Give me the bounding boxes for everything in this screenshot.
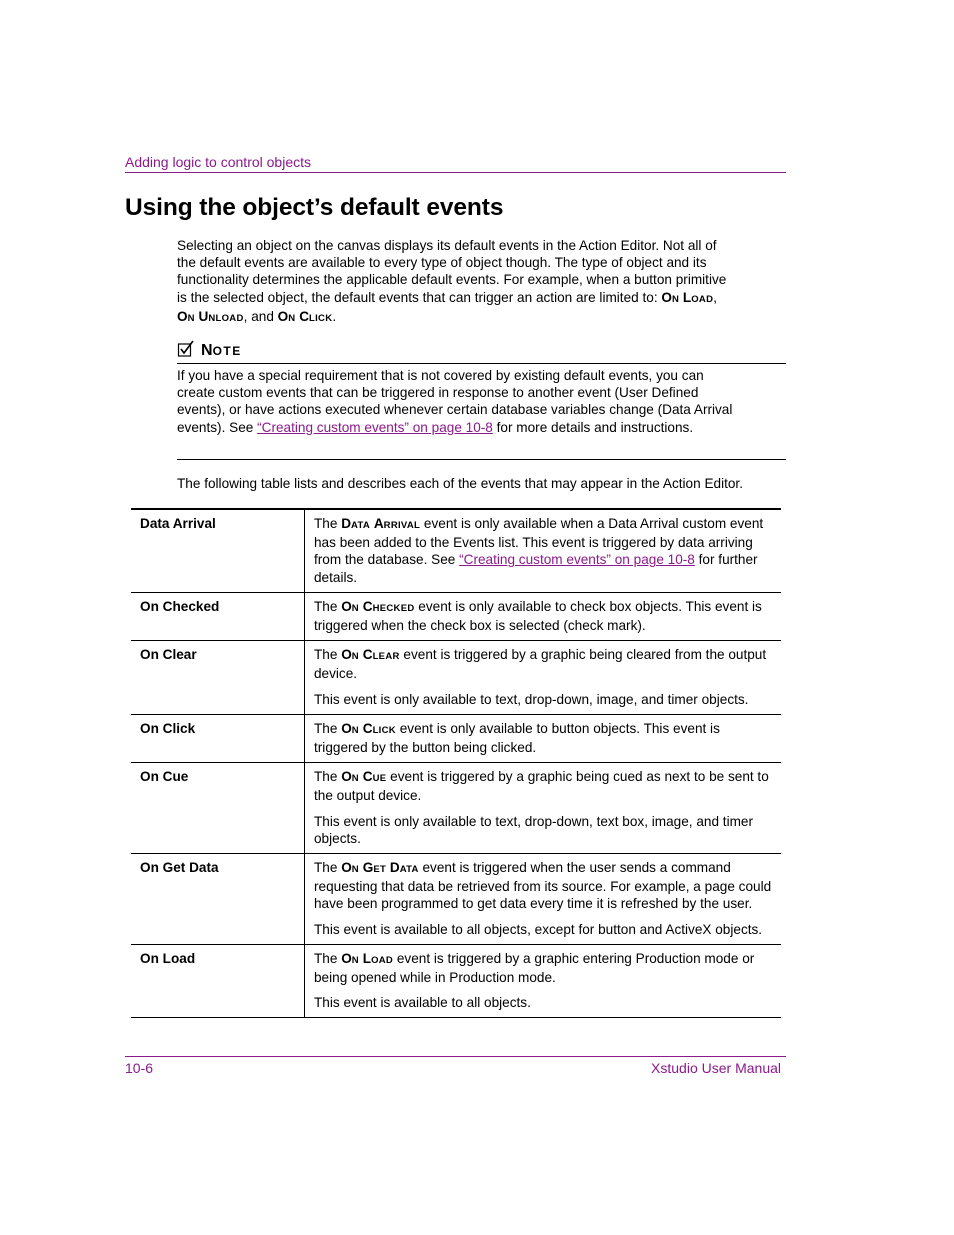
event-name-cell: On Click xyxy=(131,714,305,762)
event-keyword: ON LOAD xyxy=(341,950,394,966)
event-name-cell: On Clear xyxy=(131,641,305,715)
event-name-cell: On Get Data xyxy=(131,854,305,945)
event-description: The ON GET DATA event is triggered when the user sends a command requesting that data be retrieved from its source. For example, a page could have been programmed to get data every time it is refreshed by the user. xyxy=(314,860,772,912)
event-availability: This event is available to all objects. xyxy=(314,995,531,1011)
event-description-cell xyxy=(305,944,782,1018)
table-intro: The following table lists and describes each of the events that may appear in the Action Editor. xyxy=(177,476,743,491)
event-keyword: DATA ARRIVAL xyxy=(341,516,421,531)
table-row xyxy=(131,592,781,640)
page-title: Using the object’s default events xyxy=(125,194,504,221)
note-label: NOTE xyxy=(201,342,242,359)
table-row xyxy=(131,714,781,762)
checkbox-check-icon xyxy=(177,340,195,363)
event-name-on-click: ON CLICK xyxy=(277,308,333,324)
event-keyword: ON CUE xyxy=(341,769,387,785)
creating-custom-events-link[interactable]: “Creating custom events” on page 10-8 xyxy=(459,552,695,568)
event-name-on-unload: ON UNLOAD xyxy=(177,308,244,324)
event-availability: This event is available to all objects, except for button and ActiveX objects. xyxy=(314,921,763,937)
page-number: 10-6 xyxy=(125,1060,154,1076)
event-description: The ON CLICK event is only available to button objects. This event is triggered by the button being clicked. xyxy=(314,720,720,756)
header-rule xyxy=(125,172,786,173)
event-description-cell xyxy=(305,763,782,854)
event-name-cell: On Load xyxy=(131,944,305,1018)
event-description-cell xyxy=(305,592,782,640)
intro-paragraph: Selecting an object on the canvas displays its default events in the Action Editor. Not all of the default events are available to every type of object though. The type of object and its functionality determines the applicable default events. For example, when a button primitive is the selected object, the default events that can trigger an action are limited to: ON LOAD, ON UNLOAD, and ON CLICK. xyxy=(177,238,727,324)
table-row xyxy=(131,641,781,715)
event-keyword: ON GET DATA xyxy=(341,860,419,876)
running-head: Adding logic to control objects xyxy=(125,154,311,170)
manual-title: Xstudio User Manual xyxy=(651,1060,781,1076)
event-keyword: ON CHECKED xyxy=(341,598,415,614)
creating-custom-events-link[interactable]: “Creating custom events” on page 10-8 xyxy=(257,419,493,435)
event-description: The ON CLEAR event is triggered by a graphic being cleared from the output device. xyxy=(314,647,767,682)
footer-rule xyxy=(125,1056,786,1057)
event-description-cell xyxy=(305,509,782,592)
event-availability: This event is only available to text, drop-down, text box, image, and timer objects. xyxy=(314,813,753,846)
event-availability: This event is only available to text, drop-down, image, and timer objects. xyxy=(314,691,749,707)
events-table xyxy=(131,508,781,1018)
event-description: The ON LOAD event is triggered by a graphic entering Production mode or being opened while in Production mode. xyxy=(314,950,755,986)
note-text: If you have a special requirement that is not covered by existing default events, you can create custom events that can be triggered in response to another event (User Defined events), or have actions executed whenever certain database variables change (Data Arrival events). See “Creating custom events” on page 10-8 for more details and instructions. xyxy=(177,368,733,435)
event-keyword: ON CLICK xyxy=(341,720,396,736)
note-top-rule xyxy=(177,363,786,364)
event-name-cell: Data Arrival xyxy=(131,509,305,592)
event-description-cell xyxy=(305,854,782,945)
table-row xyxy=(131,509,781,592)
event-description: The ON CHECKED event is only available to check box objects. This event is triggered when the check box is selected (check mark). xyxy=(314,598,762,634)
event-description: The ON CUE event is triggered by a graphic being cued as next to be sent to the output device. xyxy=(314,769,769,804)
event-name-on-load: ON LOAD xyxy=(661,289,714,305)
event-name-cell: On Cue xyxy=(131,763,305,854)
event-name-cell: On Checked xyxy=(131,592,305,640)
note-bottom-rule xyxy=(177,459,786,460)
table-row xyxy=(131,854,781,945)
event-description-cell xyxy=(305,714,782,762)
note-heading xyxy=(177,340,242,362)
table-row xyxy=(131,763,781,854)
event-description-cell xyxy=(305,641,782,715)
event-description: The DATA ARRIVAL event is only available when a Data Arrival custom event has been added to the Events list. This event is triggered by data arriving from the database. See “Creating custom events” on page 10-8 for further details. xyxy=(314,516,764,585)
event-keyword: ON CLEAR xyxy=(341,647,400,663)
table-row xyxy=(131,944,781,1018)
